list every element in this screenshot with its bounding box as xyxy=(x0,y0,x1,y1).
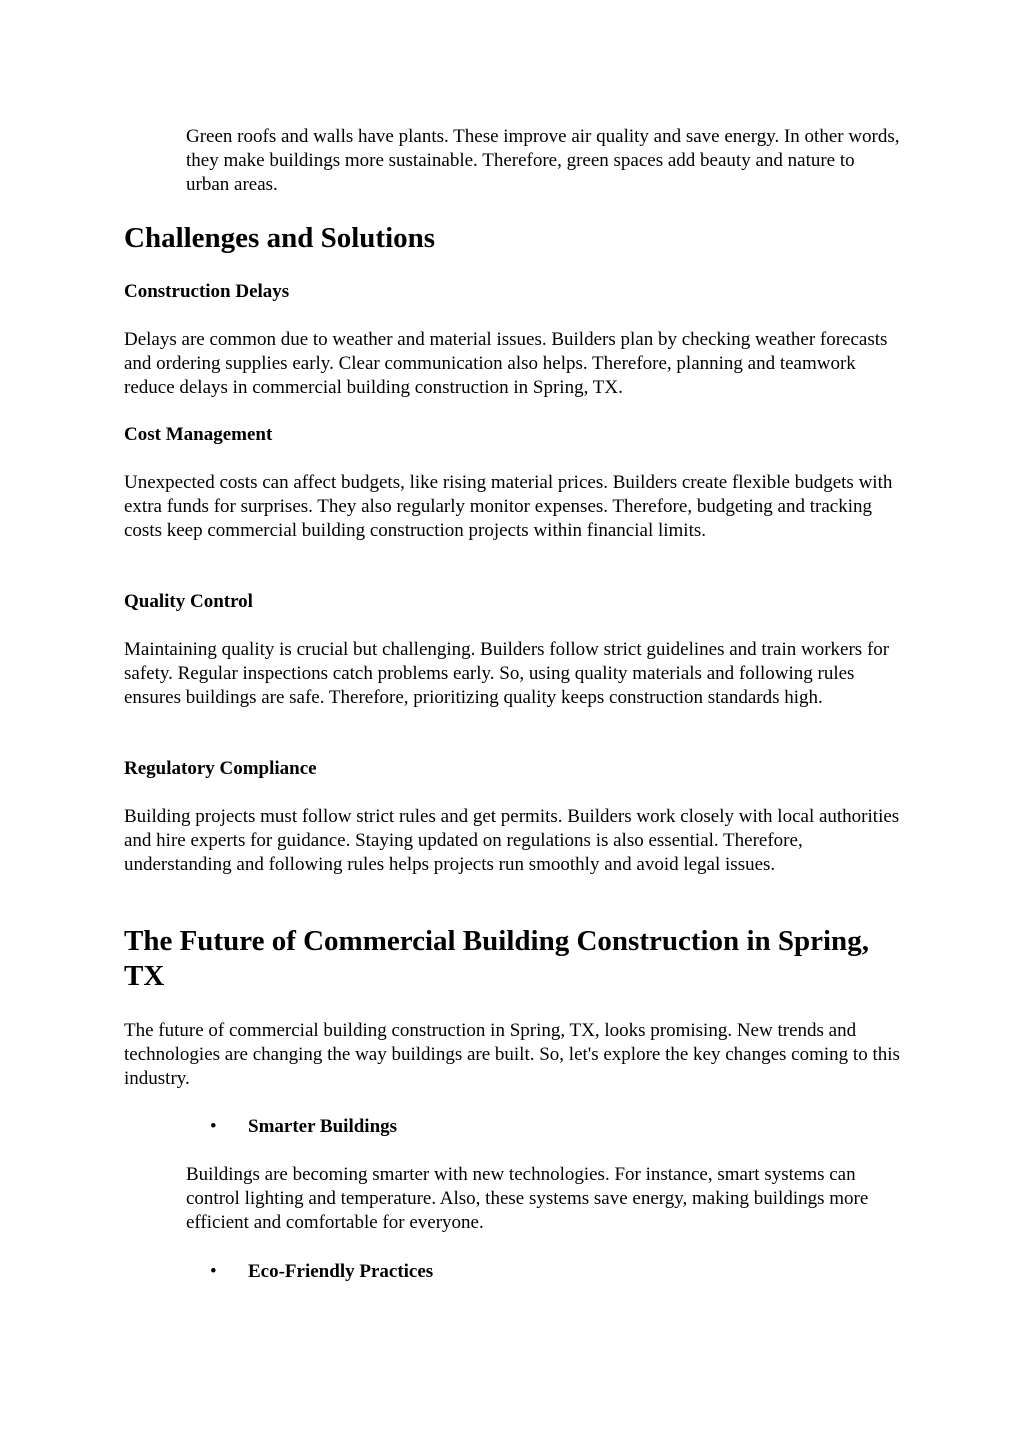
construction-delays-paragraph: Delays are common due to weather and material issues. Builders plan by checking weather forecasts and ordering supplies early. Clear communication also helps. Therefore, planning and teamwork reduce delays in commercial building construction in Spring, TX. xyxy=(124,329,888,398)
smarter-buildings-paragraph: Buildings are becoming smarter with new technologies. For instance, smart systems can control lighting and temperature. Also, these systems save energy, making buildings more efficient and comfortable for everyone. xyxy=(186,1164,869,1233)
regulatory-compliance-paragraph: Building projects must follow strict rules and get permits. Builders work closely with local authorities and hire experts for guidance. Staying updated on regulations is also essential. Therefore, understanding and following rules helps projects run smoothly and avoid legal issues. xyxy=(124,806,900,875)
challenges-heading: Challenges and Solutions xyxy=(124,222,436,254)
intro-paragraph: Green roofs and walls have plants. These improve air quality and save energy. In other words, they make buildings more sustainable. Therefore, green spaces add beauty and nature to urban areas. xyxy=(186,126,900,195)
cost-management-title: Cost Management xyxy=(124,424,273,445)
quality-control-paragraph: Maintaining quality is crucial but challenging. Builders follow strict guidelines and train workers for safety. Regular inspections catch problems early. So, using quality materials and following rules ensures buildings are safe. Therefore, prioritizing quality keeps construction standards high. xyxy=(124,639,890,708)
quality-control-title: Quality Control xyxy=(124,591,253,612)
cost-management-paragraph: Unexpected costs can affect budgets, like rising material prices. Builders create flexible budgets with extra funds for surprises. They also regularly monitor expenses. Therefore, budgeting and tracking costs keep commercial building construction projects within financial limits. xyxy=(124,472,893,541)
future-intro-paragraph: The future of commercial building construction in Spring, TX, looks promising. New trends and technologies are changing the way buildings are built. So, let's explore the key changes coming to this industry. xyxy=(124,1020,900,1089)
bullet-symbol: • xyxy=(210,1116,217,1137)
bullet-symbol: • xyxy=(210,1261,217,1282)
regulatory-compliance-title: Regulatory Compliance xyxy=(124,758,317,779)
construction-delays-title: Construction Delays xyxy=(124,281,290,302)
bullet-title: Smarter Buildings xyxy=(248,1116,398,1137)
bullet-title: Eco-Friendly Practices xyxy=(248,1261,434,1282)
future-heading: The Future of Commercial Building Construction in Spring, TX xyxy=(124,925,869,992)
